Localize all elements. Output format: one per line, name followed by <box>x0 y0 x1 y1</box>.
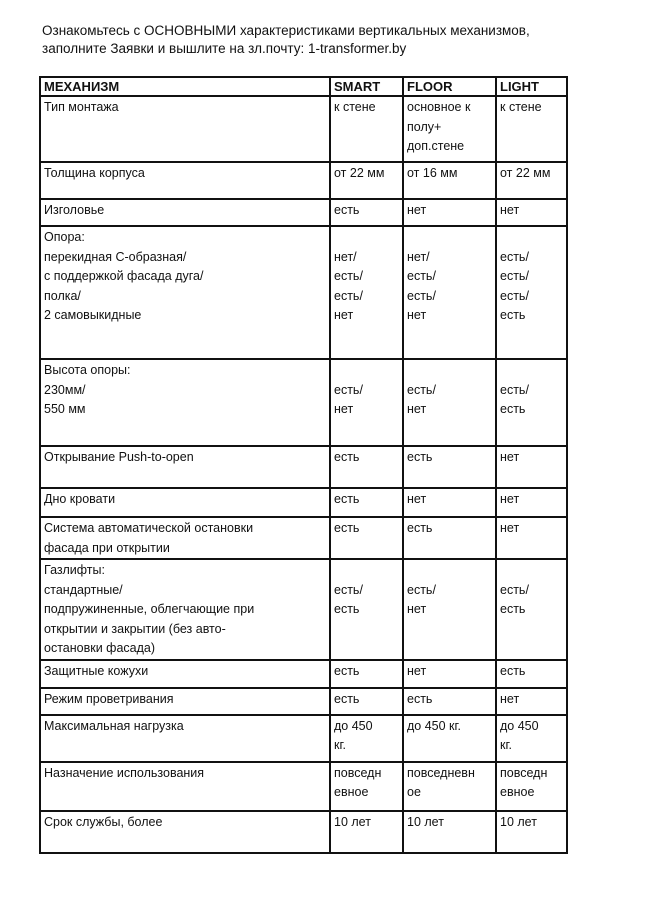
cell-smart: до 450 кг. <box>330 715 403 762</box>
table-row <box>40 517 567 559</box>
cell-light: есть <box>496 660 567 688</box>
cell-smart: есть <box>330 688 403 715</box>
cell-light: есть/ есть <box>496 359 567 446</box>
intro-line-1: Ознакомьтесь с ОСНОВНЫМИ характеристиками вертикальных механизмов, <box>42 23 530 38</box>
cell-floor: нет/ есть/ есть/ нет <box>403 226 496 359</box>
cell-feature: Тип монтажа <box>40 96 330 162</box>
cell-light: 10 лет <box>496 811 567 853</box>
cell-feature: Изголовье <box>40 199 330 226</box>
cell-smart: есть <box>330 517 403 559</box>
cell-floor: 10 лет <box>403 811 496 853</box>
cell-feature: Высота опоры: 230мм/ 550 мм <box>40 359 330 446</box>
cell-light: есть/ есть <box>496 559 567 660</box>
table-row <box>40 488 567 517</box>
cell-floor: повседневн ое <box>403 762 496 811</box>
cell-light: нет <box>496 517 567 559</box>
cell-feature: Газлифты: стандартные/ подпружиненные, облегчающие при открытии и закрытии (без авто- остановки фасада) <box>40 559 330 660</box>
cell-smart: повседн евное <box>330 762 403 811</box>
cell-feature: Система автоматической остановки фасада при открытии <box>40 517 330 559</box>
cell-smart: есть <box>330 488 403 517</box>
cell-floor: есть <box>403 446 496 488</box>
table-row <box>40 446 567 488</box>
cell-light: до 450 кг. <box>496 715 567 762</box>
intro-line-2: заполните Заявки и вышлите на зл.почту: 1-transformer.by <box>42 41 407 56</box>
mechanism-comparison-table <box>39 76 568 854</box>
cell-floor: есть <box>403 688 496 715</box>
cell-feature: Дно кровати <box>40 488 330 517</box>
cell-feature: Срок службы, более <box>40 811 330 853</box>
cell-feature: Опора: перекидная С-образная/ с поддержкой фасада дуга/ полка/ 2 самовыкидные <box>40 226 330 359</box>
table-header-row <box>40 77 567 96</box>
cell-smart: от 22 мм <box>330 162 403 199</box>
cell-light: есть/ есть/ есть/ есть <box>496 226 567 359</box>
cell-light: нет <box>496 488 567 517</box>
cell-feature: Защитные кожухи <box>40 660 330 688</box>
header-floor: FLOOR <box>403 77 496 96</box>
table-row <box>40 559 567 660</box>
cell-feature: Назначение использования <box>40 762 330 811</box>
table-row <box>40 226 567 359</box>
table-row <box>40 715 567 762</box>
cell-feature: Максимальная нагрузка <box>40 715 330 762</box>
cell-floor: есть <box>403 517 496 559</box>
intro-text <box>42 22 622 58</box>
cell-light: нет <box>496 688 567 715</box>
header-mechanism: МЕХАНИЗМ <box>40 77 330 96</box>
cell-smart: есть <box>330 446 403 488</box>
table-row <box>40 660 567 688</box>
table-row <box>40 688 567 715</box>
cell-feature: Открывание Push-to-open <box>40 446 330 488</box>
cell-light: от 22 мм <box>496 162 567 199</box>
table-row <box>40 762 567 811</box>
cell-feature: Толщина корпуса <box>40 162 330 199</box>
table-row <box>40 96 567 162</box>
header-smart: SMART <box>330 77 403 96</box>
cell-light: нет <box>496 199 567 226</box>
cell-floor: до 450 кг. <box>403 715 496 762</box>
cell-smart: нет/ есть/ есть/ нет <box>330 226 403 359</box>
cell-floor: нет <box>403 488 496 517</box>
cell-floor: есть/ нет <box>403 559 496 660</box>
cell-smart: есть <box>330 660 403 688</box>
cell-smart: есть/ есть <box>330 559 403 660</box>
cell-light: к стене <box>496 96 567 162</box>
table-row <box>40 811 567 853</box>
table-row <box>40 162 567 199</box>
cell-feature: Режим проветривания <box>40 688 330 715</box>
header-light: LIGHT <box>496 77 567 96</box>
cell-floor: основное к полу+ доп.стене <box>403 96 496 162</box>
cell-floor: нет <box>403 660 496 688</box>
cell-smart: есть/ нет <box>330 359 403 446</box>
cell-smart: есть <box>330 199 403 226</box>
cell-smart: к стене <box>330 96 403 162</box>
table-row <box>40 199 567 226</box>
cell-floor: есть/ нет <box>403 359 496 446</box>
cell-light: повседн евное <box>496 762 567 811</box>
table-row <box>40 359 567 446</box>
cell-smart: 10 лет <box>330 811 403 853</box>
cell-floor: от 16 мм <box>403 162 496 199</box>
cell-floor: нет <box>403 199 496 226</box>
cell-light: нет <box>496 446 567 488</box>
